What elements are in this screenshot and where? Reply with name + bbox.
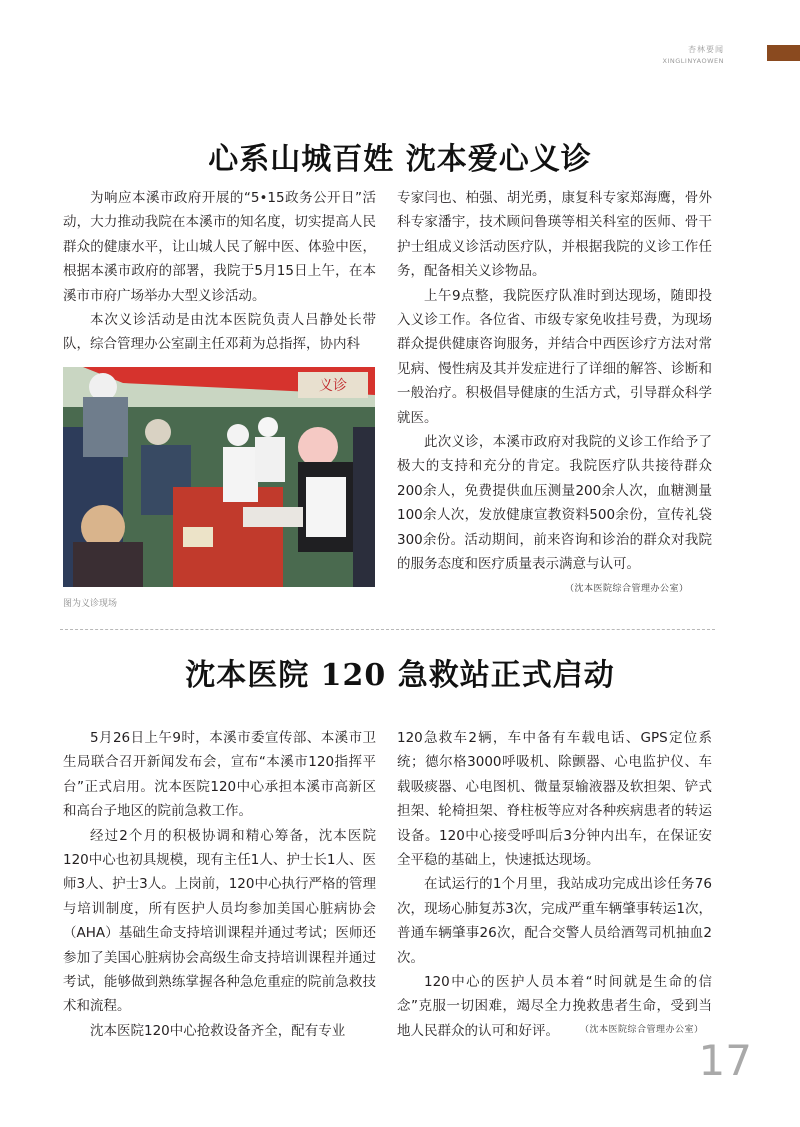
- article1-right-paragraph: 上午9点整，我院医疗队准时到达现场，随即投入义诊工作。各位省、市级专家免收挂号费，为现场群众提供健康咨询服务，并结合中西医诊疗方法对常见病、慢性病及其并发症进行了详细的解答、诊断和一般治疗。积极倡导健康的生活方式，引导群众科学就医。: [397, 287, 712, 426]
- photo-banner-text: 义诊: [319, 378, 347, 394]
- article2-right-paragraph: 120中心的医护人员本着“时间就是生命的信念”克服一切困难，竭尽全力挽救患者生命，受到当地人民群众的认可和好评。: [397, 974, 712, 1039]
- article2-left-paragraph: 5月26日上午9时，本溪市委宣传部、本溪市卫生局联合召开新闻发布会，宣布“本溪市120指挥平台”正式启用。沈本医院120中心承担本溪市高新区和高台子地区的院前急救工作。: [63, 730, 376, 820]
- article2-left-column: [63, 726, 376, 1043]
- article2-title: 沈本医院 120 急救站正式启动: [185, 658, 615, 693]
- article2-signature: （沈本医院综合管理办公室）: [580, 1025, 704, 1035]
- section-name-en: XINGLINYAOWEN: [662, 57, 724, 65]
- section-name-cn: 杏林要闻: [688, 45, 724, 54]
- header-accent-bar: [767, 45, 800, 61]
- article2-left-paragraph: 沈本医院120中心抢救设备齐全，配有专业: [90, 1022, 346, 1039]
- article2-left-paragraph: 经过2个月的积极协调和精心筹备，沈本医院120中心也初具规模，现有主任1人、护士长1人、医师3人、护士3人。上岗前，120中心执行严格的管理与培训制度，所有医护人员均参加美国心脏病协会（AHA）基础生命支持培训课程并通过考试；医师还参加了美国心脏病协会高级生命支持培训课程并通过考试，能够做到熟练掌握各种急危重症的院前急救技术和流程。: [63, 827, 376, 1015]
- clinic-photo-illustration: [63, 367, 375, 587]
- article1-right-paragraph: 此次义诊，本溪市政府对我院的义诊工作给予了极大的支持和充分的肯定。我院医疗队共接待群众200余人，免费提供血压测量200余人次，血糖测量100余人次，发放健康宣教资料500余份，宣传礼袋300余份。活动期间，前来咨询和诊治的群众对我院的服务态度和医疗质量表示满意与认可。: [397, 434, 712, 573]
- article1-left-paragraph: 本次义诊活动是由沈本医院负责人吕静处长带队，综合管理办公室副主任邓莉为总指挥，协内科: [63, 312, 376, 353]
- article2-right-column: [397, 726, 712, 1043]
- article1-title: 心系山城百姓 沈本爱心义诊: [208, 142, 592, 177]
- article1-right-column: [397, 186, 712, 577]
- clinic-photo: [63, 367, 375, 587]
- article1-right-lead: 专家闫也、柏强、胡光勇，康复科专家郑海鹰，骨外科专家潘宇，技术顾问鲁瑛等相关科室的医师、骨干护士组成义诊活动医疗队，并根据我院的义诊工作任务，配备相关义诊物品。: [397, 190, 712, 280]
- article1-left-paragraph: 为响应本溪市政府开展的“5•15政务公开日”活动，大力推动我院在本溪市的知名度，切实提高人民群众的健康水平，让山城人民了解中医、体验中医，根据本溪市政府的部署，我院于5月15日上午，在本溪市市府广场举办大型义诊活动。: [63, 190, 376, 304]
- article2-right-paragraph: 在试运行的1个月里，我站成功完成出诊任务76次，现场心肺复苏3次，完成严重车辆肇事转运1次，普通车辆肇事26次，配合交警人员给酒驾司机抽血2次。: [397, 876, 712, 966]
- photo-caption: 图为义诊现场: [63, 599, 118, 609]
- article1-signature: （沈本医院综合管理办公室）: [565, 584, 689, 594]
- page-number: 17: [698, 1036, 752, 1085]
- section-divider: [60, 629, 715, 630]
- article2-right-lead: 120急救车2辆，车中备有车载电话、GPS定位系统；德尔格3000呼吸机、除颤器、心电监护仪、车载吸痰器、心电图机、微量泵输液器及软担架、铲式担架、轮椅担架、脊柱板等应对各种疾病患者的转运设备。120中心接受呼叫后3分钟内出车，在保证安全平稳的基础上，快速抵达现场。: [397, 730, 712, 869]
- section-header: [663, 44, 724, 65]
- article1-left-column: [63, 186, 376, 357]
